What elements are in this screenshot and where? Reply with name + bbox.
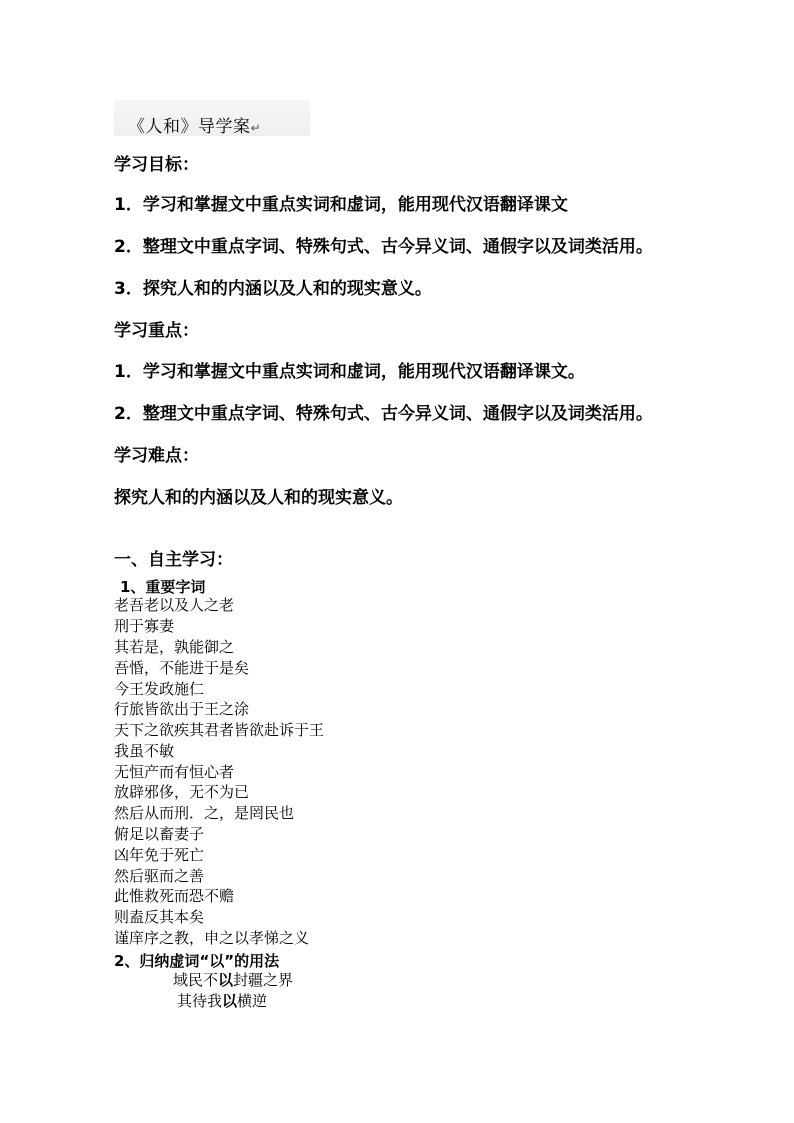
yi-example-1	[173, 970, 293, 990]
paragraph-mark-icon: ↵	[250, 121, 262, 135]
yi-example-2-pre: 其待我	[177, 992, 223, 1010]
section1-heading: 一、自主学习：	[114, 550, 233, 570]
yi-example-2-key: 以	[222, 992, 238, 1010]
word-item: 谨庠序之教，申之以孝悌之义	[114, 929, 310, 947]
word-item: 其若是，孰能御之	[114, 638, 235, 656]
yi-example-1-pre: 域民不	[173, 971, 219, 989]
page-title	[128, 112, 261, 137]
word-item: 无恒产而有恒心者	[114, 763, 235, 781]
difficulty-text: 探究人和的内涵以及人和的现实意义。	[114, 488, 403, 508]
difficulty-heading: 学习难点：	[114, 446, 199, 466]
key-heading: 学习重点：	[114, 321, 199, 341]
word-item: 今王发政施仁	[114, 680, 205, 698]
word-item: 行旅皆欲出于王之涂	[114, 700, 250, 718]
word-item: 则盍反其本矣	[114, 908, 205, 926]
word-item: 吾惛，不能进于是矣	[114, 659, 250, 677]
word-item: 放辟邪侈，无不为已	[114, 783, 250, 801]
yi-example-2	[177, 991, 267, 1011]
word-item: 刑于寡妻	[114, 617, 175, 635]
goal-item-2: 2．整理文中重点字词、特殊句式、古今异义词、通假字以及词类活用。	[114, 237, 653, 257]
title-text: 《人和》导学案	[128, 117, 251, 137]
key-item-2: 2．整理文中重点字词、特殊句式、古今异义词、通假字以及词类活用。	[114, 404, 653, 424]
word-item: 天下之欲疾其君者皆欲赴诉于王	[114, 721, 325, 739]
yi-example-2-post: 横逆	[237, 992, 268, 1010]
word-item: 然后驱而之善	[114, 867, 205, 885]
word-item: 此惟救死而恐不赡	[114, 887, 235, 905]
word-item: 老吾老以及人之老	[114, 596, 235, 614]
word-item: 我虽不敏	[114, 742, 175, 760]
key-item-1: 1．学习和掌握文中重点实词和虚词，能用现代汉语翻译课文。	[114, 362, 585, 382]
yi-example-1-post: 封疆之界	[233, 971, 294, 989]
sub2-heading: 2、归纳虚词“以”的用法	[114, 952, 280, 970]
word-item: 凶年免于死亡	[114, 846, 205, 864]
sub1-heading: 1、重要字词	[120, 578, 206, 596]
goal-item-3: 3．探究人和的内涵以及人和的现实意义。	[114, 279, 432, 299]
goal-item-1: 1．学习和掌握文中重点实词和虚词，能用现代汉语翻译课文	[114, 195, 568, 215]
word-item: 俯足以畜妻子	[114, 825, 205, 843]
yi-example-1-key: 以	[218, 971, 234, 989]
word-item: 然后从而刑．之，是罔民也	[114, 804, 295, 822]
goals-heading: 学习目标：	[114, 155, 199, 175]
